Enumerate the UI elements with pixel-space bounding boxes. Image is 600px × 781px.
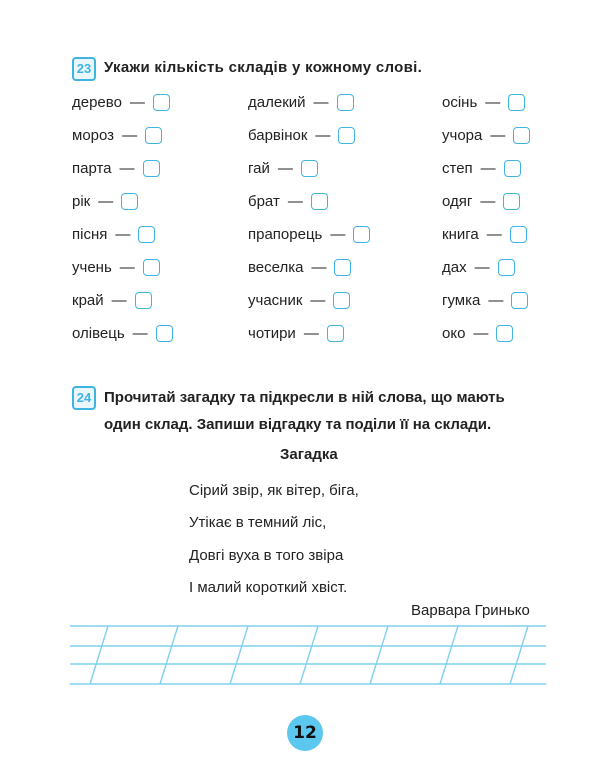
poem-line: Сірий звір, як вітер, біга, [189, 482, 359, 499]
syllable-count-box[interactable] [333, 292, 350, 309]
word-item [442, 226, 527, 243]
word-label: рік [72, 193, 91, 210]
syllable-count-box[interactable] [337, 94, 354, 111]
dash-separator: — [119, 160, 135, 177]
word-item [72, 94, 170, 111]
syllable-count-box[interactable] [138, 226, 155, 243]
word-item [72, 325, 173, 342]
word-item [248, 325, 344, 342]
dash-separator: — [313, 94, 329, 111]
word-label: учень [72, 259, 112, 276]
word-item [72, 292, 152, 309]
handwriting-lines[interactable] [70, 624, 546, 686]
dash-separator: — [310, 292, 326, 309]
dash-separator: — [330, 226, 346, 243]
syllable-count-box[interactable] [496, 325, 513, 342]
dash-separator: — [277, 160, 293, 177]
task-title: Укажи кількість складів у кожному слові. [104, 59, 423, 76]
syllable-count-box[interactable] [145, 127, 162, 144]
word-item [248, 127, 355, 144]
dash-separator: — [315, 127, 331, 144]
word-item [72, 259, 160, 276]
dash-separator: — [474, 259, 490, 276]
word-item [442, 193, 520, 210]
word-item [442, 292, 528, 309]
word-item [248, 226, 370, 243]
word-label: книга [442, 226, 479, 243]
dash-separator: — [485, 94, 501, 111]
syllable-count-box[interactable] [338, 127, 355, 144]
word-label: далекий [248, 94, 306, 111]
word-label: чотири [248, 325, 296, 342]
syllable-count-box[interactable] [327, 325, 344, 342]
poem-line: Довгі вуха в того звіра [189, 547, 344, 564]
word-label: степ [442, 160, 473, 177]
page-number: 12 [287, 715, 323, 751]
word-label: одяг [442, 193, 473, 210]
syllable-count-box[interactable] [510, 226, 527, 243]
syllable-count-box[interactable] [353, 226, 370, 243]
syllable-count-box[interactable] [513, 127, 530, 144]
word-item [442, 160, 521, 177]
syllable-count-box[interactable] [504, 160, 521, 177]
word-label: мороз [72, 127, 115, 144]
syllable-count-box[interactable] [156, 325, 173, 342]
word-label: олівець [72, 325, 125, 342]
word-item [248, 94, 354, 111]
syllable-count-box[interactable] [311, 193, 328, 210]
word-item [442, 94, 525, 111]
dash-separator: — [480, 193, 496, 210]
dash-separator: — [129, 94, 145, 111]
dash-separator: — [303, 325, 319, 342]
word-label: учасник [248, 292, 303, 309]
word-label: барвінок [248, 127, 308, 144]
word-item [442, 259, 515, 276]
syllable-count-box[interactable] [143, 160, 160, 177]
syllable-count-box[interactable] [508, 94, 525, 111]
dash-separator: — [480, 160, 496, 177]
poem-author: Варвара Гринько [411, 602, 530, 619]
word-item [72, 160, 160, 177]
riddle-title: Загадка [280, 446, 338, 463]
poem-line: І малий короткий хвіст. [189, 579, 348, 596]
word-label: парта [72, 160, 112, 177]
task-instruction-line1: Прочитай загадку та підкресли в ній слова, що мають [104, 389, 505, 406]
word-item [248, 292, 350, 309]
dash-separator: — [287, 193, 303, 210]
dash-separator: — [122, 127, 138, 144]
word-item [248, 193, 328, 210]
word-label: пісня [72, 226, 108, 243]
word-item [72, 226, 155, 243]
dash-separator: — [111, 292, 127, 309]
syllable-count-box[interactable] [143, 259, 160, 276]
word-label: край [72, 292, 104, 309]
syllable-count-box[interactable] [135, 292, 152, 309]
poem-line: Утікає в темний ліс, [189, 514, 327, 531]
dash-separator: — [132, 325, 148, 342]
word-item [248, 160, 318, 177]
word-label: дах [442, 259, 467, 276]
word-label: гумка [442, 292, 481, 309]
dash-separator: — [473, 325, 489, 342]
syllable-count-box[interactable] [334, 259, 351, 276]
dash-separator: — [119, 259, 135, 276]
word-item [248, 259, 351, 276]
syllable-count-box[interactable] [498, 259, 515, 276]
word-label: око [442, 325, 466, 342]
word-label: брат [248, 193, 280, 210]
word-item [442, 325, 513, 342]
word-item [72, 193, 138, 210]
dash-separator: — [488, 292, 504, 309]
word-label: веселка [248, 259, 304, 276]
syllable-count-box[interactable] [511, 292, 528, 309]
syllable-count-box[interactable] [153, 94, 170, 111]
syllable-count-box[interactable] [121, 193, 138, 210]
task-number-badge: 24 [72, 386, 96, 410]
word-item [442, 127, 530, 144]
word-item [72, 127, 162, 144]
dash-separator: — [490, 127, 506, 144]
task-instruction-line2: один склад. Запиши відгадку та поділи її на склади. [104, 416, 492, 433]
word-label: прапорець [248, 226, 323, 243]
syllable-count-box[interactable] [301, 160, 318, 177]
word-label: учора [442, 127, 483, 144]
dash-separator: — [115, 226, 131, 243]
dash-separator: — [486, 226, 502, 243]
task-number-badge: 23 [72, 57, 96, 81]
word-label: дерево [72, 94, 122, 111]
word-label: осінь [442, 94, 478, 111]
word-label: гай [248, 160, 270, 177]
syllable-count-box[interactable] [503, 193, 520, 210]
dash-separator: — [311, 259, 327, 276]
dash-separator: — [98, 193, 114, 210]
